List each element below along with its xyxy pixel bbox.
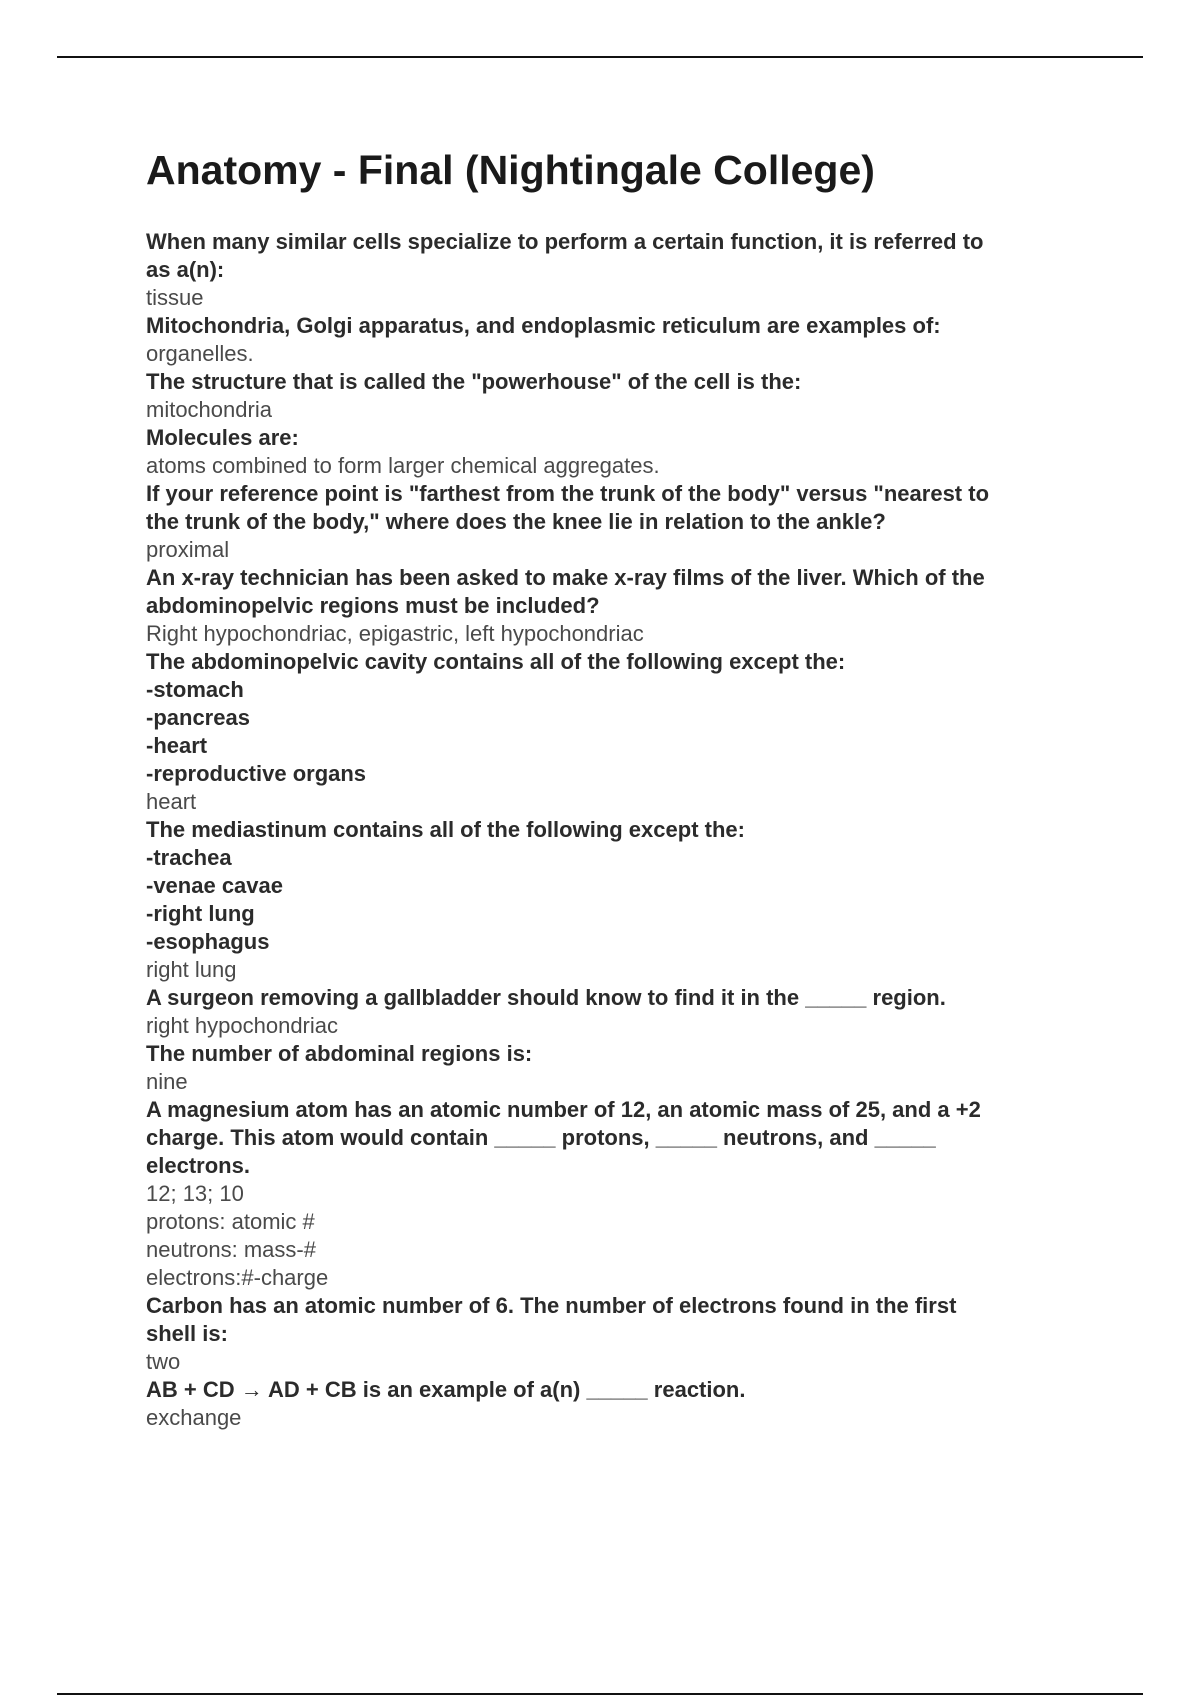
answer-line: 12; 13; 10: [146, 1181, 244, 1206]
question-line: the trunk of the body," where does the knee lie in relation to the ankle?: [146, 509, 886, 534]
question-line: shell is:: [146, 1321, 228, 1346]
qa-item: [146, 1292, 1086, 1376]
question-line: -esophagus: [146, 929, 270, 954]
question-line: Mitochondria, Golgi apparatus, and endoplasmic reticulum are examples of:: [146, 313, 941, 338]
answer-line: two: [146, 1349, 181, 1374]
answer-line: organelles.: [146, 341, 254, 366]
header-rule: [57, 56, 1143, 58]
question-line: Carbon has an atomic number of 6. The number of electrons found in the first: [146, 1293, 957, 1318]
qa-item: [146, 648, 1086, 816]
question-line: If your reference point is "farthest from the trunk of the body" versus "nearest to: [146, 481, 990, 506]
question-line: electrons.: [146, 1153, 250, 1178]
answer-line: neutrons: mass-#: [146, 1237, 316, 1262]
question-line: as a(n):: [146, 257, 225, 282]
qa-item: [146, 228, 1086, 312]
question-line: A magnesium atom has an atomic number of 12, an atomic mass of 25, and a +2: [146, 1097, 981, 1122]
question-line: When many similar cells specialize to perform a certain function, it is referred to: [146, 229, 984, 254]
question-line: -stomach: [146, 677, 244, 702]
qa-item: [146, 312, 1086, 368]
answer-line: protons: atomic #: [146, 1209, 315, 1234]
question-line: Molecules are:: [146, 425, 299, 450]
document-body: [146, 140, 1086, 1432]
question-line: -trachea: [146, 845, 232, 870]
answer-line: nine: [146, 1069, 188, 1094]
question-line: -heart: [146, 733, 208, 758]
qa-item: [146, 984, 1086, 1040]
qa-item: [146, 564, 1086, 648]
answer-line: mitochondria: [146, 397, 272, 422]
qa-item: [146, 424, 1086, 480]
question-line: A surgeon removing a gallbladder should know to find it in the _____ region.: [146, 985, 946, 1010]
question-line: The structure that is called the "powerhouse" of the cell is the:: [146, 369, 802, 394]
page-title: Anatomy - Final (Nightingale College): [146, 147, 875, 193]
footer-rule: [57, 1693, 1143, 1695]
answer-line: Right hypochondriac, epigastric, left hypochondriac: [146, 621, 644, 646]
question-line: charge. This atom would contain _____ protons, _____ neutrons, and _____: [146, 1125, 936, 1150]
answer-line: electrons:#-charge: [146, 1265, 329, 1290]
question-line: -right lung: [146, 901, 255, 926]
question-line: -reproductive organs: [146, 761, 367, 786]
qa-item: [146, 1040, 1086, 1096]
qa-list: [146, 228, 1086, 1432]
answer-line: tissue: [146, 285, 204, 310]
answer-line: proximal: [146, 537, 230, 562]
answer-line: heart: [146, 789, 197, 814]
qa-item: [146, 368, 1086, 424]
question-line: The number of abdominal regions is:: [146, 1041, 533, 1066]
answer-line: right hypochondriac: [146, 1013, 339, 1038]
question-line: AB + CD → AD + CB is an example of a(n) _____ reaction.: [146, 1377, 746, 1402]
question-line: An x-ray technician has been asked to make x-ray films of the liver. Which of the: [146, 565, 985, 590]
question-line: abdominopelvic regions must be included?: [146, 593, 600, 618]
answer-line: right lung: [146, 957, 237, 982]
question-line: The mediastinum contains all of the following except the:: [146, 817, 745, 842]
question-line: The abdominopelvic cavity contains all of the following except the:: [146, 649, 846, 674]
question-line: -venae cavae: [146, 873, 283, 898]
answer-line: atoms combined to form larger chemical aggregates.: [146, 453, 660, 478]
qa-item: [146, 816, 1086, 984]
qa-item: [146, 480, 1086, 564]
qa-item: [146, 1376, 1086, 1432]
question-line: -pancreas: [146, 705, 250, 730]
answer-line: exchange: [146, 1405, 242, 1430]
qa-item: [146, 1096, 1086, 1292]
